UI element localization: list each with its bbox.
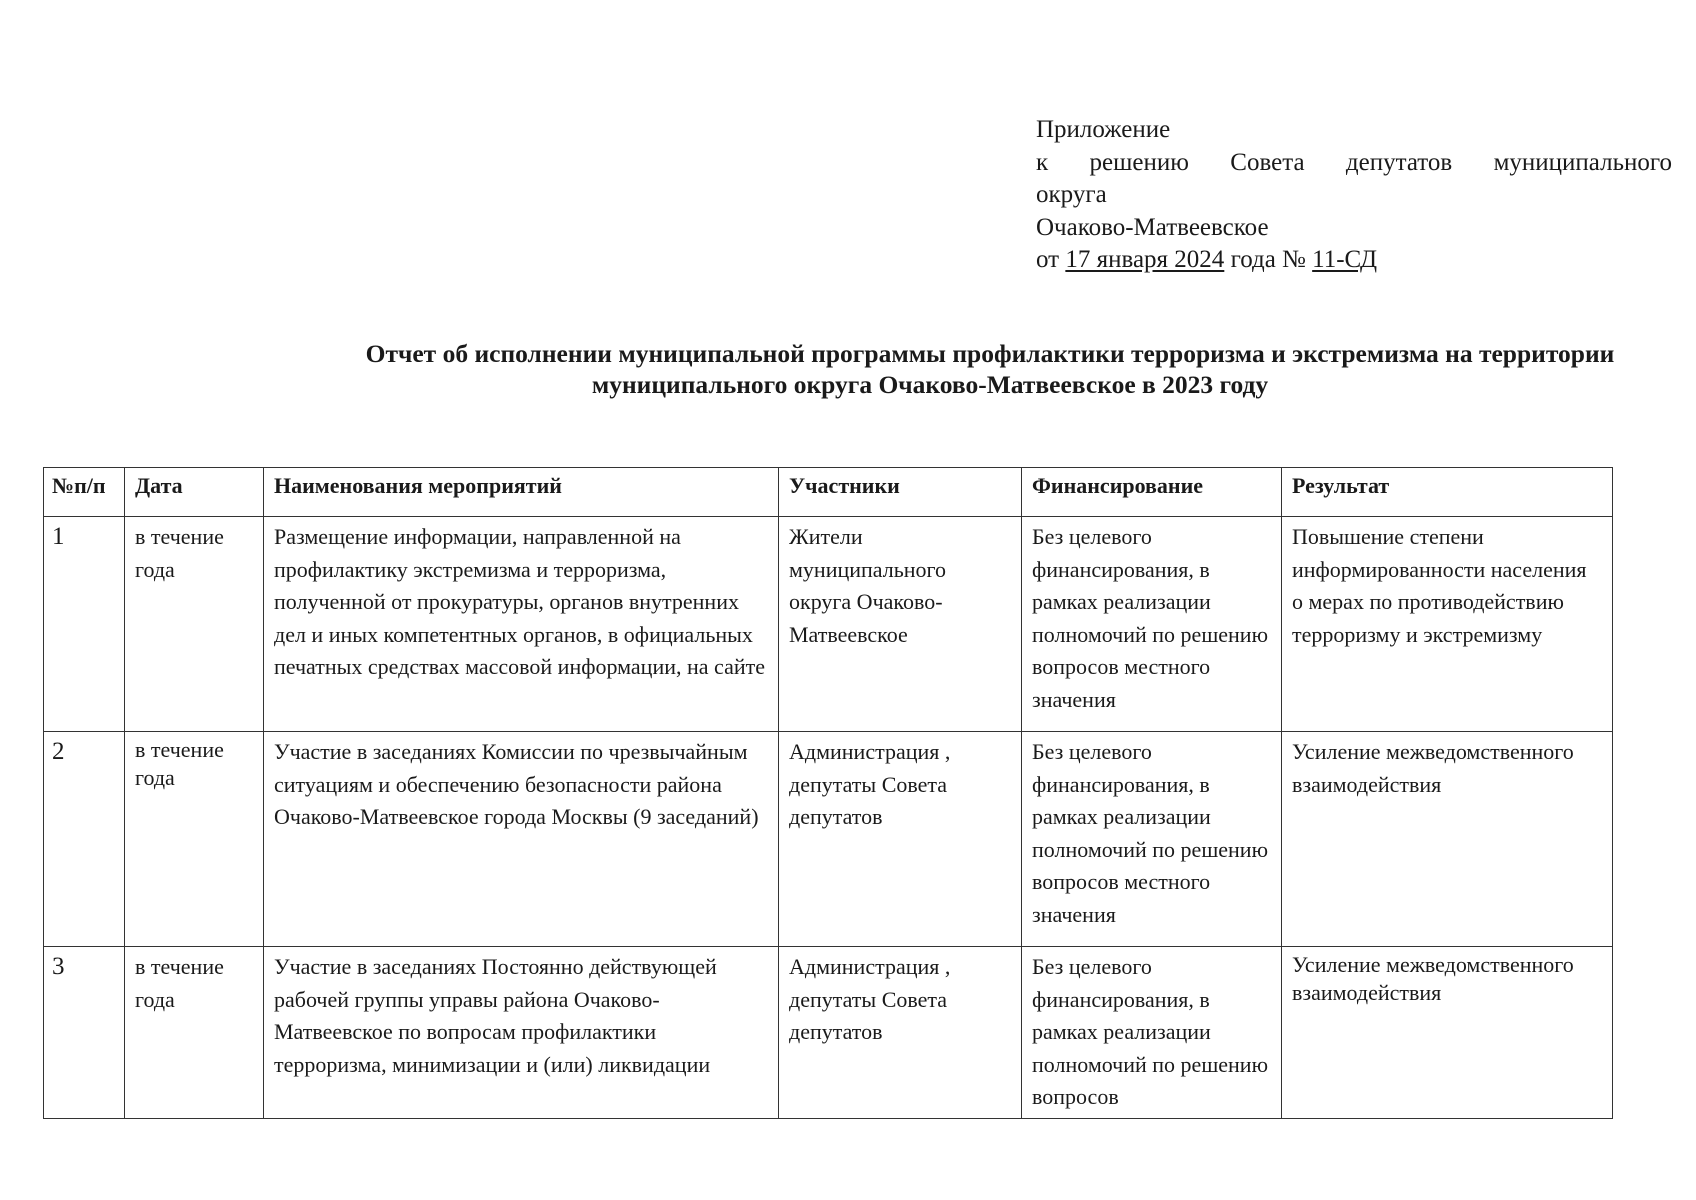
report-title-line-2: муниципального округа Очаково-Матвеевское в 2023 году bbox=[591, 370, 1269, 399]
row-number: 2 bbox=[44, 732, 125, 947]
row-date: в течение года bbox=[125, 947, 264, 1119]
table-row bbox=[44, 947, 1613, 1119]
report-title-line-1: Отчет об исполнении муниципальной программы профилактики терроризма и экстремизма на территории bbox=[365, 339, 1615, 368]
date-mid: года № bbox=[1224, 246, 1313, 273]
header-date: Дата bbox=[125, 468, 264, 517]
decision-date: 17 января 2024 bbox=[1065, 246, 1225, 273]
row-date: в течение года bbox=[125, 517, 264, 732]
row-number: 1 bbox=[44, 517, 125, 732]
header-event: Наименования мероприятий bbox=[264, 468, 779, 517]
row-participants: Жители муниципального округа Очаково-Матвеевское bbox=[779, 517, 1022, 732]
row-financing: Без целевого финансирования, в рамках реализации полномочий по решению вопросов местного значения bbox=[1022, 732, 1282, 947]
appendix-district-name: Очаково-Матвеевское bbox=[1036, 213, 1269, 241]
table-header-row bbox=[44, 468, 1613, 517]
row-financing: Без целевого финансирования, в рамках реализации полномочий по решению вопросов bbox=[1022, 947, 1282, 1119]
appendix-date-line bbox=[1036, 244, 1672, 277]
header-number: №п/п bbox=[44, 468, 125, 517]
row-financing: Без целевого финансирования, в рамках реализации полномочий по решению вопросов местного значения bbox=[1022, 517, 1282, 732]
row-event: Участие в заседаниях Комиссии по чрезвычайным ситуациям и обеспечению безопасности района Очаково-Матвеевское города Москвы (9 заседаний) bbox=[264, 732, 779, 947]
header-financing: Финансирование bbox=[1022, 468, 1282, 517]
appendix-block bbox=[1036, 114, 1672, 277]
row-event: Размещение информации, направленной на профилактику экстремизма и терроризма, полученной от прокуратуры, органов внутренних дел и иных компетентных органов, в официальных печатных средствах массовой информации, на сайте bbox=[264, 517, 779, 732]
row-result: Усиление межведомственного взаимодействия bbox=[1282, 947, 1613, 1119]
report-title bbox=[200, 338, 1660, 400]
table-row bbox=[44, 732, 1613, 947]
row-date: в течение года bbox=[125, 732, 264, 947]
row-participants: Администрация , депутаты Совета депутатов bbox=[779, 947, 1022, 1119]
appendix-district-line: округа bbox=[1036, 181, 1107, 208]
row-result: Повышение степени информированности населения о мерах по противодействию терроризму и экстремизму bbox=[1282, 517, 1613, 732]
report-table bbox=[43, 467, 1613, 1119]
row-result: Усиление межведомственного взаимодействия bbox=[1282, 732, 1613, 947]
row-event: Участие в заседаниях Постоянно действующей рабочей группы управы района Очаково-Матвеевское по вопросам профилактики терроризма, минимизации и (или) ликвидации bbox=[264, 947, 779, 1119]
header-participants: Участники bbox=[779, 468, 1022, 517]
header-result: Результат bbox=[1282, 468, 1613, 517]
appendix-decision-line: к решению Совета депутатов муниципального bbox=[1036, 148, 1672, 176]
decision-number: 11-СД bbox=[1312, 246, 1378, 273]
appendix-title: Приложение bbox=[1036, 116, 1171, 143]
date-prefix: от bbox=[1036, 246, 1066, 273]
table-row bbox=[44, 517, 1613, 732]
row-number: 3 bbox=[44, 947, 125, 1119]
row-participants: Администрация , депутаты Совета депутатов bbox=[779, 732, 1022, 947]
